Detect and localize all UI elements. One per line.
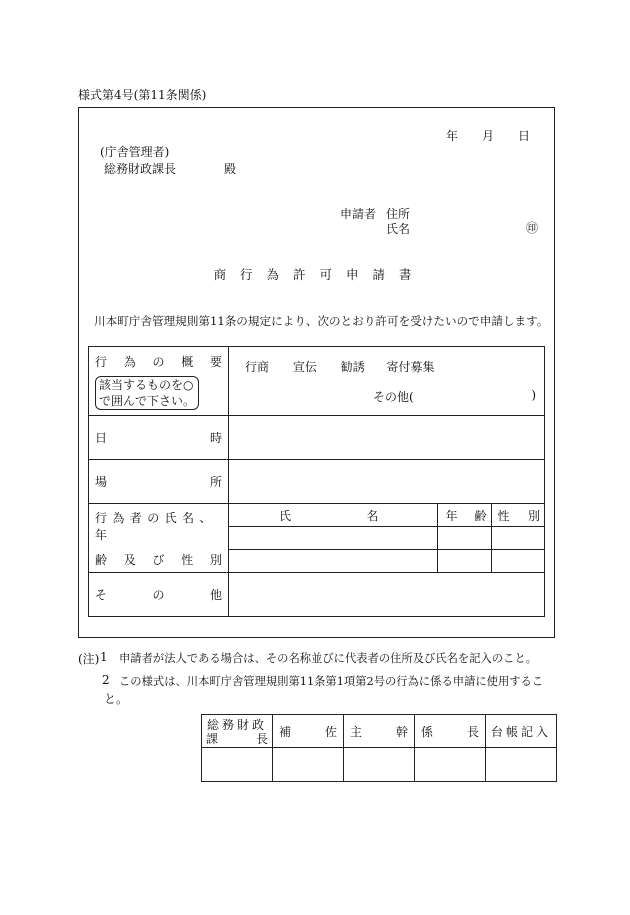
person-label-cell: [89, 504, 229, 573]
datetime-label-cell: 日 時: [89, 416, 229, 460]
option-senden[interactable]: 宣伝: [292, 360, 317, 374]
application-table: [88, 346, 545, 617]
approval-stamp-cell[interactable]: [415, 748, 486, 782]
other-option-row: [229, 388, 544, 404]
applicant-address: 住所: [386, 207, 411, 221]
document-title: 商 行 為 許 可 申 請 書: [213, 267, 417, 282]
approval-header-hosa: 補 佐: [273, 715, 344, 748]
approval-header-shukan: 主 幹: [344, 715, 415, 748]
person-age-input[interactable]: [437, 527, 491, 550]
addressee-honorific: 殿: [224, 162, 237, 176]
note-1-number: 1: [100, 650, 108, 664]
place-label-cell: 場 所: [89, 460, 229, 504]
datetime-input[interactable]: [229, 416, 545, 460]
approval-stamp-cell[interactable]: [486, 748, 557, 782]
note-2-line1: この様式は、川本町庁舎管理規則第11条第1項第2号の行為に係る申請に使用するこ: [119, 675, 544, 688]
note-1: 申請者が法人である場合は、その名称並びに代表者の住所及び氏名を記入のこと。: [119, 652, 537, 665]
seal-mark: ㊞: [526, 221, 539, 235]
option-gyosho[interactable]: 行商: [245, 360, 270, 374]
person-name-input[interactable]: [229, 527, 437, 550]
overview-options: [229, 358, 544, 374]
age-col-header: 年 齢: [437, 504, 491, 527]
date-month: 月: [482, 129, 495, 143]
overview-options-cell[interactable]: [229, 347, 545, 416]
approval-table: [201, 714, 557, 782]
person-grid: [229, 504, 544, 572]
overview-label: 行 為 の 概 要: [95, 354, 222, 369]
person-label-line1: 行為者の氏名、年: [95, 510, 217, 542]
approval-stamp-cell[interactable]: [344, 748, 415, 782]
person-label-line2: 齢 及 び 性 別: [95, 552, 222, 567]
note-2-number: 2: [102, 673, 110, 687]
option-kanyu[interactable]: 勧誘: [340, 360, 365, 374]
approval-header-daicho: 台帳記入: [486, 715, 557, 748]
notes-prefix: (注): [78, 652, 100, 666]
approval-stamp-cell[interactable]: [273, 748, 344, 782]
option-other-close: ): [531, 388, 536, 402]
overview-label-cell: [89, 347, 229, 416]
addressee-dept: (庁舎管理者): [100, 145, 170, 159]
misc-input[interactable]: [229, 573, 545, 617]
approval-header-somu: 総務財政 課 長: [202, 715, 273, 748]
sex-col-header: 性 別: [491, 504, 544, 527]
person-grid-cell: [229, 504, 545, 573]
name-col-header: 氏 名: [229, 504, 437, 527]
overview-note: 該当するものを○ で囲んで下さい。: [95, 376, 228, 410]
place-input[interactable]: [229, 460, 545, 504]
applicant-label: 申請者: [340, 207, 377, 221]
note-2-line2: と。: [104, 692, 129, 706]
form-number: 様式第4号(第11条関係): [78, 88, 207, 102]
addressee-title: 総務財政課長: [104, 162, 177, 176]
intro-text: 川本町庁舎管理規則第11条の規定により、次のとおり許可を受けたいので申請します。: [94, 314, 549, 328]
date-day: 日: [518, 129, 531, 143]
misc-label-cell: そ の 他: [89, 573, 229, 617]
option-other[interactable]: その他(: [373, 390, 414, 404]
person-sex-input[interactable]: [491, 550, 544, 573]
person-name-input[interactable]: [229, 550, 437, 573]
date-year: 年: [446, 129, 459, 143]
applicant-name: 氏名: [386, 222, 411, 236]
person-sex-input[interactable]: [491, 527, 544, 550]
approval-header-kakaricho: 係 長: [415, 715, 486, 748]
option-kifu[interactable]: 寄付募集: [386, 360, 435, 374]
person-age-input[interactable]: [437, 550, 491, 573]
approval-stamp-cell[interactable]: [202, 748, 273, 782]
